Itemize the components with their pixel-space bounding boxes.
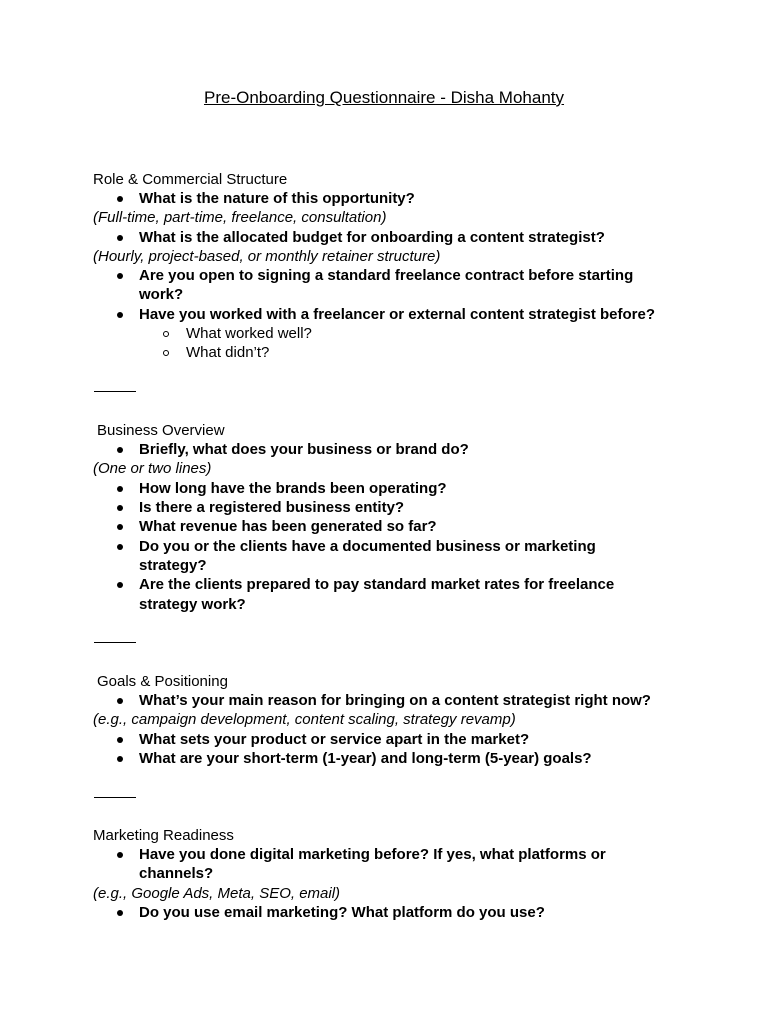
bullet-icon [117,486,123,492]
note: (e.g., campaign development, content scaling, strategy revamp) [93,711,516,728]
question: What sets your product or service apart in the market? [139,731,530,748]
bullet-icon [117,312,123,318]
question-continued: strategy work? [139,596,246,613]
question-continued: work? [139,286,184,303]
section-divider [94,391,136,392]
question: What are your short-term (1-year) and long-term (5-year) goals? [139,750,592,767]
bullet-icon [117,235,123,241]
section-heading-business: Business Overview [97,422,225,439]
question: Have you worked with a freelancer or external content strategist before? [139,306,655,323]
sub-bullet-icon [163,331,169,337]
question: What revenue has been generated so far? [139,518,437,535]
sub-question: What worked well? [186,325,312,342]
section-heading-goals: Goals & Positioning [97,673,228,690]
section-divider [94,797,136,798]
bullet-icon [117,582,123,588]
section-heading-marketing: Marketing Readiness [93,827,234,844]
question: Do you use email marketing? What platform do you use? [139,904,545,921]
sub-question: What didn’t? [186,344,270,361]
question: How long have the brands been operating? [139,480,447,497]
note: (e.g., Google Ads, Meta, SEO, email) [93,885,341,902]
bullet-icon [117,910,123,916]
bullet-icon [117,447,123,453]
bullet-icon [117,196,123,202]
question: Are you open to signing a standard freelance contract before starting [139,267,634,284]
question: Do you or the clients have a documented business or marketing [139,538,596,555]
question: Is there a registered business entity? [139,499,405,516]
bullet-icon [117,273,123,279]
section-heading-role: Role & Commercial Structure [93,171,288,188]
question: Have you done digital marketing before? If yes, what platforms or [139,846,606,863]
bullet-icon [117,698,123,704]
bullet-icon [117,505,123,511]
bullet-icon [117,756,123,762]
bullet-icon [117,737,123,743]
section-divider [94,642,136,643]
bullet-icon [117,852,123,858]
note: (Full-time, part-time, freelance, consultation) [93,209,387,226]
sub-bullet-icon [163,350,169,356]
question: Briefly, what does your business or brand do? [139,441,469,458]
bullet-icon [117,544,123,550]
question-continued: channels? [139,865,214,882]
question-continued: strategy? [139,557,207,574]
note: (One or two lines) [93,460,212,477]
question: What’s your main reason for bringing on a content strategist right now? [139,692,651,709]
question: What is the nature of this opportunity? [139,190,415,207]
page-title: Pre-Onboarding Questionnaire - Disha Mohanty [203,88,565,107]
question: What is the allocated budget for onboarding a content strategist? [139,229,605,246]
question: Are the clients prepared to pay standard market rates for freelance [139,576,615,593]
note: (Hourly, project-based, or monthly retainer structure) [93,248,441,265]
bullet-icon [117,524,123,530]
